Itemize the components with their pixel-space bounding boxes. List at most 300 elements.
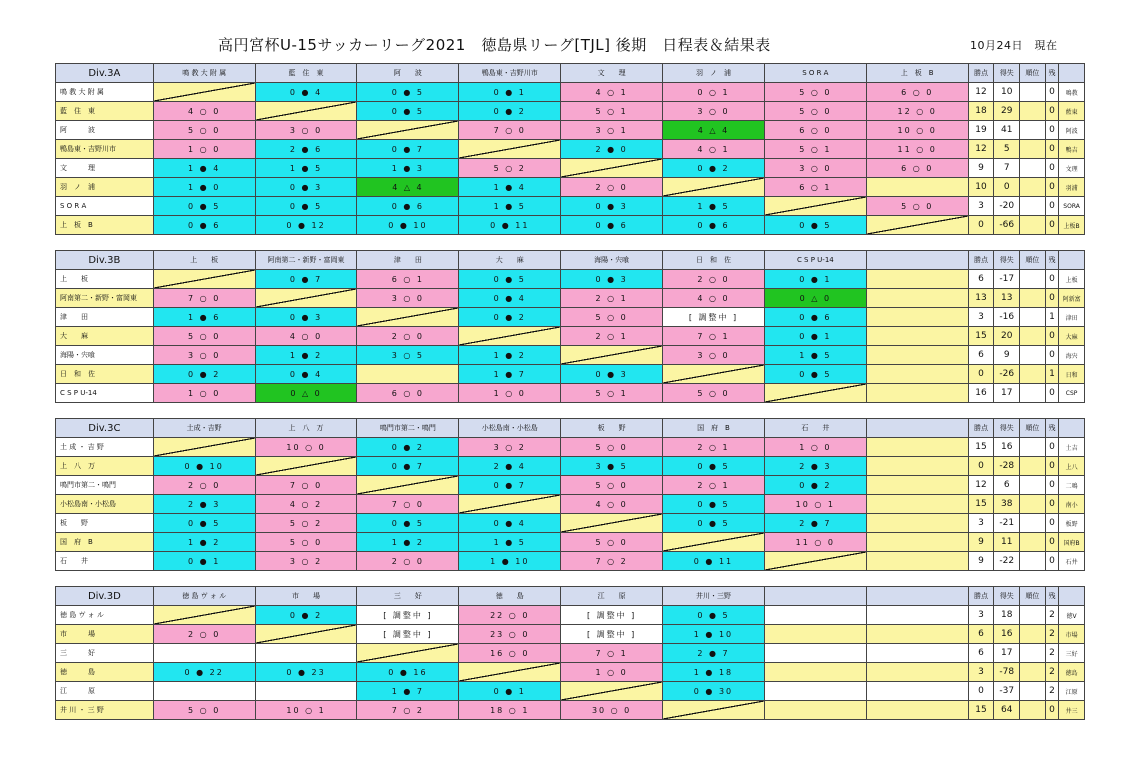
match-result: [866, 289, 968, 308]
opponent-header: 日 和 佐: [663, 251, 765, 270]
match-result: 0 ● 2: [255, 606, 357, 625]
opponent-header: [764, 587, 866, 606]
goal-diff-cell: 38: [994, 495, 1020, 514]
match-result: [357, 476, 459, 495]
match-result: 1 ● 2: [459, 346, 561, 365]
division-table: [55, 418, 1085, 571]
match-result: [663, 365, 765, 384]
match-result: [866, 606, 968, 625]
stat-header: 得失: [994, 251, 1020, 270]
rank-cell: [1020, 346, 1046, 365]
team-name: 羽 ノ 浦: [56, 178, 154, 197]
points-cell: 9: [968, 552, 994, 571]
points-cell: 19: [968, 121, 994, 140]
goal-diff-cell: 20: [994, 327, 1020, 346]
points-cell: 0: [968, 216, 994, 235]
remaining-cell: 0: [1045, 178, 1058, 197]
remaining-cell: 0: [1045, 457, 1058, 476]
match-result: 5 ○ 0: [153, 327, 255, 346]
match-result: 1 ○ 0: [153, 384, 255, 403]
match-result: 0 ● 5: [153, 514, 255, 533]
stat-header: 残: [1045, 251, 1058, 270]
match-result: 0 ● 5: [663, 606, 765, 625]
match-result: 0 ● 3: [255, 308, 357, 327]
points-cell: 15: [968, 701, 994, 720]
rank-cell: [1020, 625, 1046, 644]
match-result: 0 ● 5: [459, 270, 561, 289]
opponent-header: 市 場: [255, 587, 357, 606]
match-result: 2 ○ 1: [561, 327, 663, 346]
match-result: [866, 384, 968, 403]
opponent-header: 津 田: [357, 251, 459, 270]
points-cell: 3: [968, 514, 994, 533]
match-result: [ 調整中 ]: [561, 606, 663, 625]
match-result: 0 ● 5: [663, 495, 765, 514]
opponent-header: 石 井: [764, 419, 866, 438]
remaining-cell: 0: [1045, 438, 1058, 457]
table-row: [56, 140, 1085, 159]
points-cell: 12: [968, 140, 994, 159]
stat-header: 順位: [1020, 64, 1046, 83]
match-result: 0 ● 6: [764, 308, 866, 327]
match-result: 2 ○ 0: [663, 270, 765, 289]
stat-header: 得失: [994, 64, 1020, 83]
match-result: [764, 663, 866, 682]
match-result: [764, 701, 866, 720]
match-result: [663, 701, 765, 720]
remaining-cell: 0: [1045, 270, 1058, 289]
opponent-header: 上 板 B: [866, 64, 968, 83]
opponent-header: 海陽・宍喰: [561, 251, 663, 270]
goal-diff-cell: -78: [994, 663, 1020, 682]
table-row: [56, 270, 1085, 289]
match-result: 1 ○ 0: [764, 438, 866, 457]
goal-diff-cell: 41: [994, 121, 1020, 140]
opponent-header: 江 原: [561, 587, 663, 606]
team-name: 小松島南・小松島: [56, 495, 154, 514]
match-result: 6 ○ 0: [764, 121, 866, 140]
match-result: 0 ● 1: [153, 552, 255, 571]
match-result: 0 ● 4: [459, 289, 561, 308]
table-row: [56, 327, 1085, 346]
opponent-header: 井川・三野: [663, 587, 765, 606]
team-name: 大 麻: [56, 327, 154, 346]
match-result: [663, 533, 765, 552]
table-row: [56, 438, 1085, 457]
match-result: 4 ○ 0: [153, 102, 255, 121]
opponent-header: [866, 251, 968, 270]
match-result: 7 ○ 0: [459, 121, 561, 140]
match-result: 0 ● 4: [459, 514, 561, 533]
rank-cell: [1020, 457, 1046, 476]
points-cell: 10: [968, 178, 994, 197]
points-cell: 18: [968, 102, 994, 121]
rank-cell: [1020, 606, 1046, 625]
table-row: [56, 476, 1085, 495]
table-row: [56, 159, 1085, 178]
match-result: [764, 682, 866, 701]
tag-header: [1059, 251, 1085, 270]
remaining-cell: 0: [1045, 197, 1058, 216]
table-row: [56, 457, 1085, 476]
team-tag: 市場: [1059, 625, 1085, 644]
match-result: 1 ● 5: [255, 159, 357, 178]
match-result: 1 ● 3: [357, 159, 459, 178]
match-result: [255, 457, 357, 476]
rank-cell: [1020, 178, 1046, 197]
match-result: 7 ○ 2: [357, 701, 459, 720]
team-name: 徳 島: [56, 663, 154, 682]
points-cell: 13: [968, 289, 994, 308]
opponent-header: 上 板: [153, 251, 255, 270]
match-result: 1 ● 5: [459, 197, 561, 216]
match-result: 3 ○ 0: [663, 346, 765, 365]
match-result: [866, 438, 968, 457]
match-result: 0 ● 3: [255, 178, 357, 197]
team-name: 文 理: [56, 159, 154, 178]
goal-diff-cell: 10: [994, 83, 1020, 102]
rank-cell: [1020, 140, 1046, 159]
division-table: [55, 586, 1085, 720]
team-tag: 海宍: [1059, 346, 1085, 365]
rank-cell: [1020, 197, 1046, 216]
match-result: 1 ● 10: [663, 625, 765, 644]
remaining-cell: 0: [1045, 327, 1058, 346]
goal-diff-cell: 11: [994, 533, 1020, 552]
points-cell: 0: [968, 365, 994, 384]
match-result: 0 ● 4: [255, 83, 357, 102]
team-tag: 井三: [1059, 701, 1085, 720]
match-result: 7 ○ 1: [561, 644, 663, 663]
division-name: Div.3C: [56, 419, 154, 438]
table-row: [56, 365, 1085, 384]
rank-cell: [1020, 514, 1046, 533]
goal-diff-cell: 16: [994, 625, 1020, 644]
rank-cell: [1020, 682, 1046, 701]
match-result: [866, 327, 968, 346]
opponent-header: 羽 ノ 浦: [663, 64, 765, 83]
tag-header: [1059, 587, 1085, 606]
remaining-cell: 0: [1045, 159, 1058, 178]
team-name: 上 板: [56, 270, 154, 289]
match-result: [ 調整中 ]: [357, 625, 459, 644]
match-result: [866, 476, 968, 495]
match-result: [459, 495, 561, 514]
match-result: 3 ○ 2: [459, 438, 561, 457]
match-result: [561, 159, 663, 178]
rank-cell: [1020, 83, 1046, 102]
title-text: 高円宮杯U-15サッカーリーグ2021 徳島県リーグ[TJL] 後期 日程表＆結果表: [218, 36, 771, 54]
opponent-header: 徳 島 ヴ ォ ル: [153, 587, 255, 606]
match-result: [866, 644, 968, 663]
match-result: [866, 216, 968, 235]
match-result: 2 ● 7: [764, 514, 866, 533]
opponent-header: 板 野: [561, 419, 663, 438]
match-result: [561, 682, 663, 701]
match-result: 22 ○ 0: [459, 606, 561, 625]
match-result: [ 調整中 ]: [561, 625, 663, 644]
match-result: [459, 327, 561, 346]
match-result: 0 ● 5: [357, 102, 459, 121]
remaining-cell: 0: [1045, 346, 1058, 365]
match-result: 6 ○ 1: [764, 178, 866, 197]
rank-cell: [1020, 495, 1046, 514]
match-result: 30 ○ 0: [561, 701, 663, 720]
remaining-cell: 0: [1045, 552, 1058, 571]
match-result: 5 ○ 0: [561, 438, 663, 457]
match-result: [357, 365, 459, 384]
match-result: [764, 606, 866, 625]
match-result: 0 ● 5: [255, 197, 357, 216]
rank-cell: [1020, 308, 1046, 327]
match-result: 0 △ 0: [764, 289, 866, 308]
match-result: [866, 625, 968, 644]
match-result: 3 ○ 1: [561, 121, 663, 140]
points-cell: 3: [968, 606, 994, 625]
tag-header: [1059, 419, 1085, 438]
match-result: 7 ○ 0: [153, 289, 255, 308]
rank-cell: [1020, 327, 1046, 346]
division-name: Div.3D: [56, 587, 154, 606]
match-result: 10 ○ 1: [255, 701, 357, 720]
match-result: [866, 346, 968, 365]
match-result: 1 ● 10: [459, 552, 561, 571]
match-result: 0 ● 6: [663, 216, 765, 235]
match-result: [357, 121, 459, 140]
match-result: 1 ● 2: [357, 533, 459, 552]
match-result: 0 ● 11: [459, 216, 561, 235]
match-result: 2 ○ 0: [561, 178, 663, 197]
match-result: 0 ● 5: [764, 365, 866, 384]
match-result: [866, 682, 968, 701]
team-name: 国 府 B: [56, 533, 154, 552]
rank-cell: [1020, 644, 1046, 663]
match-result: 2 ○ 0: [153, 625, 255, 644]
team-tag: 阿波: [1059, 121, 1085, 140]
team-tag: 上八: [1059, 457, 1085, 476]
match-result: [255, 102, 357, 121]
goal-diff-cell: 16: [994, 438, 1020, 457]
remaining-cell: 0: [1045, 514, 1058, 533]
match-result: 0 ● 2: [764, 476, 866, 495]
match-result: [153, 83, 255, 102]
table-row: [56, 495, 1085, 514]
match-result: 0 ● 2: [153, 365, 255, 384]
match-result: 0 ● 5: [357, 83, 459, 102]
remaining-cell: 1: [1045, 308, 1058, 327]
match-result: 4 ○ 0: [255, 327, 357, 346]
match-result: 0 ● 10: [153, 457, 255, 476]
match-result: 7 ○ 0: [255, 476, 357, 495]
points-cell: 15: [968, 438, 994, 457]
goal-diff-cell: 17: [994, 644, 1020, 663]
points-cell: 9: [968, 159, 994, 178]
team-tag: 国府B: [1059, 533, 1085, 552]
team-name: 土 成 ・ 吉 野: [56, 438, 154, 457]
goal-diff-cell: 29: [994, 102, 1020, 121]
match-result: 3 ○ 0: [663, 102, 765, 121]
team-name: 市 場: [56, 625, 154, 644]
match-result: 2 ● 0: [561, 140, 663, 159]
match-result: 4 ○ 2: [255, 495, 357, 514]
rank-cell: [1020, 663, 1046, 682]
match-result: 23 ○ 0: [459, 625, 561, 644]
match-result: [663, 178, 765, 197]
team-name: 井 川 ・ 三 野: [56, 701, 154, 720]
stat-header: 得失: [994, 419, 1020, 438]
opponent-header: 徳 島: [459, 587, 561, 606]
goal-diff-cell: 64: [994, 701, 1020, 720]
table-row: [56, 606, 1085, 625]
table-row: [56, 289, 1085, 308]
opponent-header: 阿南第二・新野・富岡東: [255, 251, 357, 270]
stat-header: 順位: [1020, 251, 1046, 270]
match-result: 5 ○ 2: [459, 159, 561, 178]
match-result: 0 ● 2: [459, 308, 561, 327]
match-result: [866, 270, 968, 289]
match-result: 5 ○ 1: [764, 140, 866, 159]
match-result: [ 調整中 ]: [663, 308, 765, 327]
match-result: 5 ○ 1: [561, 102, 663, 121]
match-result: [764, 384, 866, 403]
match-result: 4 ○ 1: [561, 83, 663, 102]
stat-header: 勝点: [968, 587, 994, 606]
team-tag: 板野: [1059, 514, 1085, 533]
match-result: 0 ● 5: [153, 197, 255, 216]
rank-cell: [1020, 270, 1046, 289]
remaining-cell: 2: [1045, 663, 1058, 682]
match-result: 0 ● 1: [764, 270, 866, 289]
match-result: 3 ○ 5: [357, 346, 459, 365]
match-result: [255, 644, 357, 663]
remaining-cell: 2: [1045, 644, 1058, 663]
points-cell: 0: [968, 682, 994, 701]
points-cell: 0: [968, 457, 994, 476]
table-row: [56, 308, 1085, 327]
opponent-header: [866, 587, 968, 606]
goal-diff-cell: -17: [994, 270, 1020, 289]
match-result: 0 ● 5: [357, 514, 459, 533]
match-result: 6 ○ 0: [866, 159, 968, 178]
table-row: [56, 514, 1085, 533]
match-result: 0 ● 3: [561, 365, 663, 384]
match-result: 0 ● 1: [764, 327, 866, 346]
goal-diff-cell: -26: [994, 365, 1020, 384]
match-result: 10 ○ 0: [255, 438, 357, 457]
match-result: [866, 514, 968, 533]
goal-diff-cell: -20: [994, 197, 1020, 216]
team-tag: 上板B: [1059, 216, 1085, 235]
goal-diff-cell: 6: [994, 476, 1020, 495]
match-result: 1 ○ 0: [153, 140, 255, 159]
match-result: 6 ○ 1: [357, 270, 459, 289]
match-result: 0 ● 30: [663, 682, 765, 701]
table-row: [56, 384, 1085, 403]
match-result: 0 ● 5: [663, 514, 765, 533]
goal-diff-cell: 0: [994, 178, 1020, 197]
team-tag: 鳴教: [1059, 83, 1085, 102]
match-result: [866, 308, 968, 327]
match-result: [153, 270, 255, 289]
match-result: [561, 514, 663, 533]
match-result: 2 ● 7: [663, 644, 765, 663]
points-cell: 12: [968, 476, 994, 495]
match-result: [764, 197, 866, 216]
opponent-header: 鳴門市第二・鳴門: [357, 419, 459, 438]
match-result: 0 ● 5: [663, 457, 765, 476]
match-result: 5 ○ 0: [764, 102, 866, 121]
rank-cell: [1020, 159, 1046, 178]
remaining-cell: 0: [1045, 476, 1058, 495]
team-tag: 徳V: [1059, 606, 1085, 625]
match-result: 2 ○ 1: [663, 476, 765, 495]
match-result: [153, 606, 255, 625]
match-result: 5 ○ 0: [255, 533, 357, 552]
team-name: 上 板 B: [56, 216, 154, 235]
table-row: [56, 552, 1085, 571]
rank-cell: [1020, 438, 1046, 457]
rank-cell: [1020, 216, 1046, 235]
match-result: 5 ○ 0: [764, 83, 866, 102]
points-cell: 6: [968, 270, 994, 289]
rank-cell: [1020, 102, 1046, 121]
opponent-header: 土成・吉野: [153, 419, 255, 438]
match-result: 0 ● 5: [764, 216, 866, 235]
match-result: 0 ● 12: [255, 216, 357, 235]
division-name: Div.3B: [56, 251, 154, 270]
match-result: 0 ● 11: [663, 552, 765, 571]
match-result: 0 ● 3: [561, 270, 663, 289]
team-name: 鳴 教 大 附 属: [56, 83, 154, 102]
rank-cell: [1020, 476, 1046, 495]
team-tag: 上板: [1059, 270, 1085, 289]
match-result: 0 △ 0: [255, 384, 357, 403]
match-result: 0 ● 1: [459, 83, 561, 102]
match-result: 4 ○ 1: [663, 140, 765, 159]
team-tag: 藍東: [1059, 102, 1085, 121]
goal-diff-cell: 13: [994, 289, 1020, 308]
team-name: 阿 波: [56, 121, 154, 140]
match-result: 1 ● 0: [153, 178, 255, 197]
remaining-cell: 0: [1045, 533, 1058, 552]
match-result: 7 ○ 0: [357, 495, 459, 514]
match-result: 1 ● 4: [459, 178, 561, 197]
team-name: 三 好: [56, 644, 154, 663]
match-result: 0 ● 7: [357, 140, 459, 159]
table-row: [56, 625, 1085, 644]
table-row: [56, 682, 1085, 701]
stat-header: 得失: [994, 587, 1020, 606]
points-cell: 9: [968, 533, 994, 552]
team-name: 鳴門市第二・鳴門: [56, 476, 154, 495]
match-result: [561, 346, 663, 365]
match-result: 7 ○ 2: [561, 552, 663, 571]
match-result: 1 ● 5: [764, 346, 866, 365]
match-result: 2 ● 3: [764, 457, 866, 476]
opponent-header: 藍 住 東: [255, 64, 357, 83]
opponent-header: 鳴 教 大 附 属: [153, 64, 255, 83]
match-result: [255, 682, 357, 701]
table-row: [56, 121, 1085, 140]
match-result: [866, 663, 968, 682]
points-cell: 6: [968, 346, 994, 365]
team-tag: 二鳴: [1059, 476, 1085, 495]
opponent-header: 小松島南・小松島: [459, 419, 561, 438]
match-result: [255, 625, 357, 644]
goal-diff-cell: -28: [994, 457, 1020, 476]
rank-cell: [1020, 289, 1046, 308]
match-result: [153, 682, 255, 701]
